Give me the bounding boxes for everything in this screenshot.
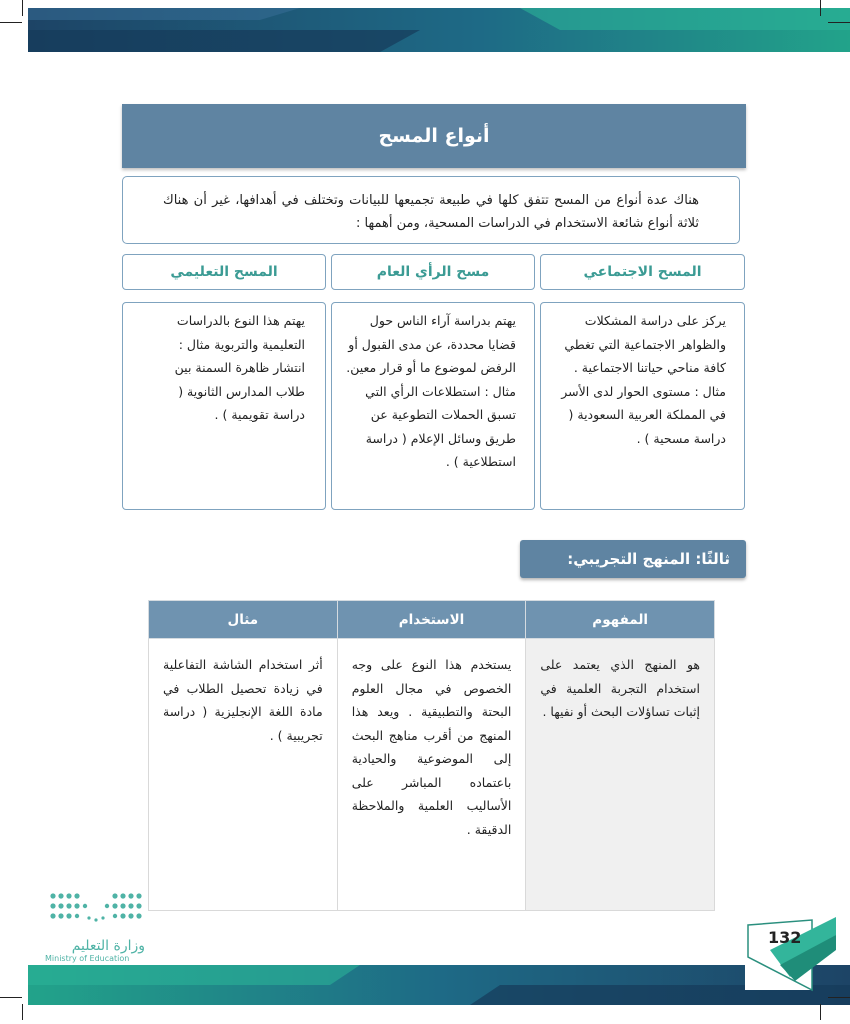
table-header-concept: المفهوم [526, 601, 715, 639]
table-header-usage: الاستخدام [337, 601, 526, 639]
table-row [149, 639, 715, 911]
intro-paragraph: هناك عدة أنواع من المسح تتفق كلها في طبيعة تجميعها للبيانات وتختلف في أهدافها، غير أن هناك ثلاثة أنواع شائعة الاستخدام في الدراسات المسحية، ومن أهمها : [122, 176, 740, 244]
crop-mark [828, 22, 850, 23]
survey-type-heading-opinion: مسح الرأي العام [331, 254, 535, 290]
method-table [148, 600, 715, 911]
table-cell-concept: هو المنهج الذي يعتمد على استخدام التجربة العلمية في إثبات تساؤلات البحث أو نفيها . [526, 639, 715, 911]
table-cell-usage: يستخدم هذا النوع على وجه الخصوص في مجال العلوم البحتة والتطبيقية . ويعد هذا المنهج من أقرب مناهج البحث إلى الموضوعية والحيادية باعتماده المباشر على الأساليب العلمية والملاحظة الدقيقة . [337, 639, 526, 911]
crop-mark [0, 22, 22, 23]
page-number: 132 [768, 928, 802, 947]
crop-mark [820, 0, 821, 16]
bottom-band [0, 915, 850, 1020]
survey-type-heading-social: المسح الاجتماعي [540, 254, 745, 290]
top-band [0, 0, 850, 60]
crop-mark [828, 997, 850, 998]
bottom-band-graphic [0, 915, 850, 1020]
table-header-example: مثال [149, 601, 338, 639]
survey-type-body-opinion: يهتم بدراسة آراء الناس حول قضايا محددة، عن مدى القبول أو الرفض لموضوع ما أو قرار معين. مثال : استطلاعات الرأي التي تسبق الحملات التطوعية عن طريق وسائل الإعلام ( دراسة استطلاعية ) . [331, 302, 535, 510]
top-band-graphic [0, 0, 850, 60]
page-title: أنواع المسح [122, 104, 746, 168]
survey-type-body-social: يركز على دراسة المشكلات والظواهر الاجتماعية التي تغطي كافة مناحي حياتنا الاجتماعية . مثال : مستوى الحوار لدى الأسر في المملكة العربية السعودية ( دراسة مسحية ) . [540, 302, 745, 510]
section-heading: ثالثًا: المنهج التجريبي: [520, 540, 746, 578]
ministry-name-en: Ministry of Education [45, 954, 130, 963]
crop-mark [0, 997, 22, 998]
ministry-name-ar: وزارة التعليم [71, 938, 145, 954]
survey-type-body-educational: يهتم هذا النوع بالدراسات التعليمية والتربوية مثال : انتشار ظاهرة السمنة بين طلاب المدارس الثانوية ( دراسة تقويمية ) . [122, 302, 326, 510]
crop-mark [820, 1004, 821, 1020]
crop-mark [22, 0, 23, 16]
table-header-row [149, 601, 715, 639]
table-cell-example: أثر استخدام الشاشة التفاعلية في زيادة تحصيل الطلاب في مادة اللغة الإنجليزية ( دراسة تجريبية ) . [149, 639, 338, 911]
crop-mark [22, 1004, 23, 1020]
survey-type-heading-educational: المسح التعليمي [122, 254, 326, 290]
